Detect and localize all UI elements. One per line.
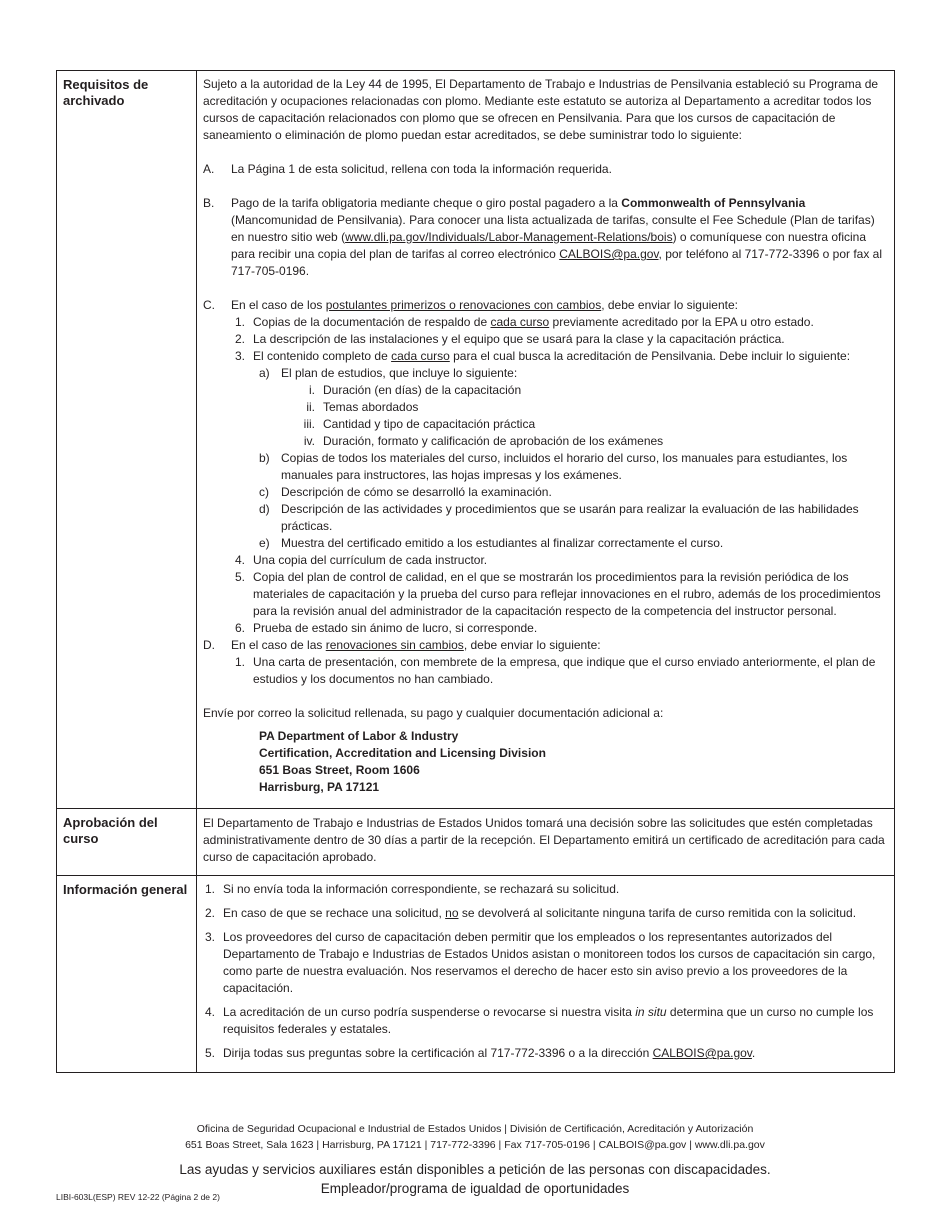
course-approval-label: Aprobación del curso [57,809,197,876]
item-c1-pre: Copias de la documentación de respaldo de [253,315,491,329]
item-c3c-marker: c) [259,485,269,499]
item-c3d [203,501,888,535]
item-c3d-marker: d) [259,502,270,516]
item-c5-marker: 5. [234,570,245,584]
item-c3c [203,484,888,501]
item-c3a-marker: a) [259,366,270,380]
commonwealth-name: Commonwealth of Pennsylvania [621,196,806,210]
general-item-2-pre: En caso de que se rechace una solicitud, [223,906,446,920]
item-c3a-iii-marker: iii. [303,417,315,431]
item-d1-text: Una carta de presentación, con membrete de la empresa, que indique que el curso enviado anteriormente, el plan de estudios y los documentos no han cambiado. [253,655,876,686]
filing-requirements-content [197,71,895,809]
item-b [203,195,888,280]
general-item-2 [203,905,888,922]
item-c4 [203,552,888,569]
item-c5 [203,569,888,620]
item-a [203,161,888,178]
item-c6 [203,620,888,637]
item-a-text: La Página 1 de esta solicitud, rellena con toda la información requerida. [231,162,612,176]
item-b-marker: B. [203,196,215,210]
item-c2-marker: 2. [234,332,245,346]
item-c-post: , debe enviar lo siguiente: [601,298,738,312]
fee-schedule-link[interactable]: www.dli.pa.gov/Individuals/Labor-Management-Relations/bois [345,230,673,244]
general-item-3-marker: 3. [205,930,216,944]
item-c6-marker: 6. [234,621,245,635]
item-c3a-ii [203,399,888,416]
address-line-4: Harrisburg, PA 17121 [259,780,380,794]
item-c3a [203,365,888,382]
item-c3a-iv-text: Duración, formato y calificación de aprobación de los exámenes [323,434,664,448]
item-c3b [203,450,888,484]
item-c3d-text: Descripción de las actividades y procedimientos que se usarán para realizar la evaluación de las habilidades prácticas. [281,502,859,533]
item-c3a-iv-marker: iv. [303,434,315,448]
general-item-5-text [223,1045,888,1062]
item-a-marker: A. [203,162,215,176]
item-b-mid: (Mancomunidad de Pensilvania). Para conocer una lista actualizada de tarifas, consulte el Fee Schedule (Plan de tarifas) en nuestro sitio web ( [231,213,875,244]
filing-requirements-row [57,71,895,809]
item-c3-pre: El contenido completo de [253,349,392,363]
item-d-marker: D. [203,638,215,652]
item-c3e-marker: e) [259,536,270,550]
office-footer [0,1121,950,1153]
mailing-address [203,728,888,796]
item-c-underlined: postulantes primerizos o renovaciones con cambios [325,298,602,312]
item-c1-underlined: cada curso [490,315,550,329]
general-item-5-pre: Dirija todas sus preguntas sobre la certificación al 717-772-3396 o a la dirección [223,1046,653,1060]
item-c3-text [253,348,888,365]
filing-intro: Sujeto a la autoridad de la Ley 44 de 1995, El Departamento de Trabajo e Industrias de Pensilvania estableció su Programa de acreditación y ocupaciones relacionadas con plomo. Mediante este estatuto se autoriza al Departamento a acreditar todos los cursos de capacitación relacionados con plomo que se ofrecen en Pensilvania. Para que los cursos de capacitación de saneamiento o eliminación de plomo puedan estar acreditados, se debe suministrar todo lo siguiente: [203,77,879,142]
item-d1-marker: 1. [234,655,245,669]
course-approval-content [197,809,895,876]
email-link[interactable]: CALBOIS@pa.gov [559,247,659,261]
office-footer-line-2: 651 Boas Street, Sala 1623 | Harrisburg, PA 17121 | 717-772-3396 | Fax 717-705-0196 | CALBOIS@pa.gov | www.dli.pa.gov [185,1139,765,1151]
general-info-content [197,876,895,1073]
mail-instructions: Envíe por correo la solicitud rellenada, su pago y cualquier documentación adicional a: [203,706,664,720]
general-item-4 [203,1004,888,1038]
address-line-3: 651 Boas Street, Room 1606 [259,763,420,777]
item-c3e [203,535,888,552]
item-d-underlined: renovaciones sin cambios [325,638,464,652]
item-c-pre: En el caso de los [231,298,326,312]
item-c1-post: previamente acreditado por la EPA u otro estado. [549,315,814,329]
item-c4-marker: 4. [234,553,245,567]
item-c4-text: Una copia del currículum de cada instructor. [253,553,488,567]
general-item-4-pre: La acreditación de un curso podría suspenderse o revocarse si nuestra visita [223,1005,636,1019]
item-b-text [231,195,888,280]
general-item-1-marker: 1. [205,882,216,896]
item-b-mid2: ) o comuníquese con nuestra oficina para recibir una copia del plan de tarifas al correo electrónico [231,230,867,261]
accessibility-line-1: Las ayudas y servicios auxiliares están disponibles a petición de las personas con discapacidades. [179,1162,771,1177]
item-c3a-iv [203,433,888,450]
general-item-3-text: Los proveedores del curso de capacitación deben permitir que los empleados o los representantes autorizados del Departamento de Trabajo e Industrias de Estados Unidos asistan o monitoreen todos los cursos de capacitación sin cargo, como parte de nuestra evaluación. Nos reservamos el derecho de hacer esto sin aviso previo a los proveedores de la capacitación. [223,930,876,995]
form-id: LIBI-603L(ESP) REV 12-22 (Página 2 de 2) [56,1192,220,1202]
general-item-1-text: Si no envía toda la información correspondiente, se rechazará su solicitud. [223,882,620,896]
item-c3a-ii-text: Temas abordados [323,400,419,414]
item-c3a-iii-text: Cantidad y tipo de capacitación práctica [323,417,536,431]
item-c3a-ii-marker: ii. [306,400,315,414]
item-c3a-i-text: Duración (en días) de la capacitación [323,383,522,397]
item-c3a-i-marker: i. [309,383,315,397]
general-item-4-post: determina que un curso no cumple los requisitos federales y estatales. [223,1005,874,1036]
item-d [203,637,888,654]
address-line-1: PA Department of Labor & Industry [259,729,459,743]
general-item-2-post: se devolverá al solicitante ninguna tarifa de curso remitida con la solicitud. [458,906,857,920]
general-item-2-marker: 2. [205,906,216,920]
item-c-text [231,297,888,314]
general-item-4-marker: 4. [205,1005,216,1019]
general-email-link[interactable]: CALBOIS@pa.gov [652,1046,752,1060]
general-item-5-post: . [751,1046,756,1060]
address-line-2: Certification, Accreditation and Licensing Division [259,746,546,760]
filing-requirements-label: Requisitos de archivado [57,71,197,809]
course-approval-row [57,809,895,876]
item-d1 [203,654,888,688]
item-c3-marker: 3. [234,349,245,363]
item-c-marker: C. [203,298,215,312]
item-c5-text: Copia del plan de control de calidad, en el que se mostrarán los procedimientos para la revisión periódica de los materiales de capacitación y la prueba del curso para reflejar innovaciones en el rubro, además de los procedimientos para la revisión anual del administrador de la capacitación respecto de la competencia del instructor personal. [253,570,881,618]
course-approval-text: El Departamento de Trabajo e Industrias de Estados Unidos tomará una decisión sobre las solicitudes que estén completadas administrativamente dentro de 30 días a partir de la recepción. El Departamento emitirá un certificado de acreditación para cada curso de capacitación aprobado. [203,816,885,864]
item-c1-marker: 1. [234,315,245,329]
office-footer-line-1: Oficina de Seguridad Ocupacional e Industrial de Estados Unidos | División de Certificación, Acreditación y Autorización [196,1123,754,1135]
item-c1-text [253,314,888,331]
accessibility-line-2: Empleador/programa de igualdad de oportunidades [320,1181,630,1196]
item-c6-text: Prueba de estado sin ánimo de lucro, si corresponde. [253,621,538,635]
item-c3a-iii [203,416,888,433]
general-info-label: Información general [57,876,197,1073]
general-item-1 [203,881,888,898]
item-d-pre: En el caso de las [231,638,326,652]
item-b-post: , por teléfono al 717-772-3396 o por fax al 717-705-0196. [231,247,883,278]
general-item-5-marker: 5. [205,1046,216,1060]
item-c1 [203,314,888,331]
general-item-3 [203,929,888,997]
general-item-5 [203,1045,888,1062]
item-c3c-text: Descripción de cómo se desarrolló la examinación. [281,485,552,499]
item-c3-post: para el cual busca la acreditación de Pensilvania. Debe incluir lo siguiente: [449,349,851,363]
item-d-post: , debe enviar lo siguiente: [463,638,601,652]
item-c3b-text: Copias de todos los materiales del curso, incluidos el horario del curso, los manuales para estudiantes, los manuales para instructores, las hojas impresas y los exámenes. [281,451,848,482]
item-c3e-text: Muestra del certificado emitido a los estudiantes al finalizar correctamente el curso. [281,536,724,550]
item-b-pre: Pago de la tarifa obligatoria mediante cheque o giro postal pagadero a la [231,196,622,210]
item-c3-underlined: cada curso [391,349,450,363]
item-c2-text: La descripción de las instalaciones y el equipo que se usará para la clase y la capacitación práctica. [253,332,785,346]
item-c3b-marker: b) [259,451,270,465]
item-c3a-i [203,382,888,399]
item-c3a-text: El plan de estudios, que incluye lo siguiente: [281,366,518,380]
general-info-row [57,876,895,1073]
requirements-table [56,70,895,1073]
item-d-text [231,637,888,654]
item-c3 [203,348,888,365]
item-c [203,297,888,314]
general-item-2-text [223,905,888,922]
general-item-4-text [223,1004,888,1038]
item-c2 [203,331,888,348]
general-item-4-italic: in situ [635,1005,667,1019]
general-item-2-underlined: no [445,906,459,920]
